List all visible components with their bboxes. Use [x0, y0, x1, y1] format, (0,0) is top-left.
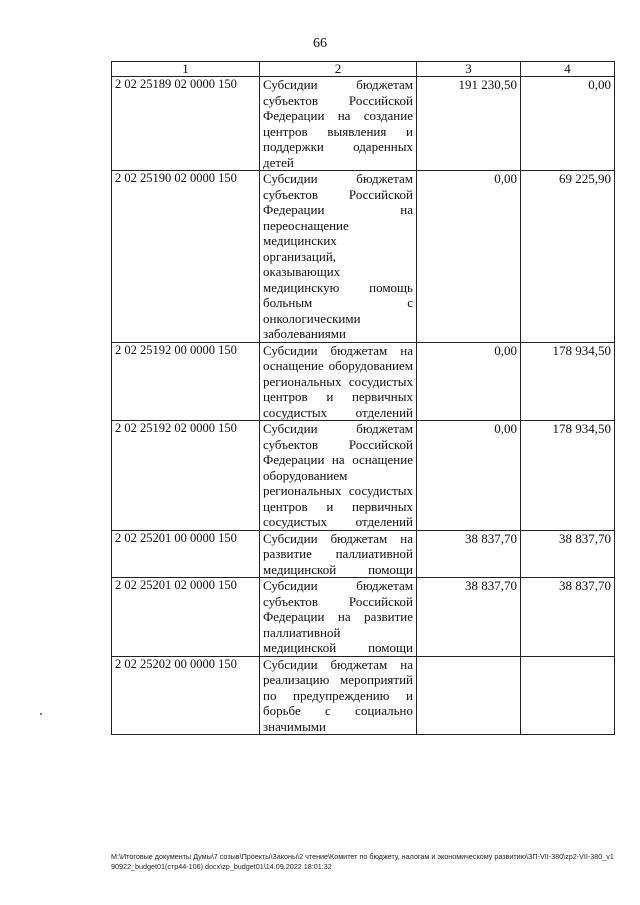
column-header: 4 — [521, 62, 615, 77]
revenue-name: Субсидии бюджетам субъектов Российской Федерации на оснащение оборудованием региональных сосудистых центров и первичных сосудистых отделений — [260, 421, 417, 531]
amount-col4: 0,00 — [521, 77, 615, 171]
amount-col4: 178 934,50 — [521, 421, 615, 531]
amount-col3: 0,00 — [417, 342, 521, 421]
budget-table — [111, 61, 615, 735]
revenue-name: Субсидии бюджетам на реализацию мероприятий по предупреждению и борьбе с социально значимыми — [260, 656, 417, 735]
amount-col3: 0,00 — [417, 171, 521, 343]
amount-col4: 38 837,70 — [521, 578, 615, 657]
amount-col3 — [417, 656, 521, 735]
classification-code: 2 02 25190 02 0000 150 — [112, 171, 260, 343]
table-row — [112, 530, 615, 578]
column-header: 3 — [417, 62, 521, 77]
scan-speck — [40, 713, 42, 715]
revenue-name: Субсидии бюджетам субъектов Российской Федерации на создание центров выявления и поддержки одаренных детей — [260, 77, 417, 171]
classification-code: 2 02 25202 00 0000 150 — [112, 656, 260, 735]
document-footer-path: M:\Итоговые документы Думы\7 созыв\Проекты\Законы\2 чтение\Комитет по бюджету, налогам и экономическому развитию\ЗП-VII-380\zp2-VII-380_v190922_budget01(стр44-106).docx\zp_budget01\14.09.2022 18:01:32 — [111, 852, 614, 871]
amount-col4: 38 837,70 — [521, 530, 615, 578]
table-header-row — [112, 62, 615, 77]
classification-code: 2 02 25189 02 0000 150 — [112, 77, 260, 171]
column-header: 2 — [260, 62, 417, 77]
table-row — [112, 421, 615, 531]
column-header: 1 — [112, 62, 260, 77]
classification-code: 2 02 25201 02 0000 150 — [112, 578, 260, 657]
amount-col3: 191 230,50 — [417, 77, 521, 171]
classification-code: 2 02 25192 00 0000 150 — [112, 342, 260, 421]
classification-code: 2 02 25201 00 0000 150 — [112, 530, 260, 578]
revenue-name: Субсидии бюджетам субъектов Российской Федерации на развитие паллиативной медицинской помощи — [260, 578, 417, 657]
amount-col3: 0,00 — [417, 421, 521, 531]
table-row — [112, 578, 615, 657]
amount-col4 — [521, 656, 615, 735]
table-row — [112, 656, 615, 735]
revenue-name: Субсидии бюджетам субъектов Российской Федерации на переоснащение медицинских организаций, оказывающих медицинскую помощь больным с онкологическими заболеваниями — [260, 171, 417, 343]
classification-code: 2 02 25192 02 0000 150 — [112, 421, 260, 531]
revenue-name: Субсидии бюджетам на оснащение оборудованием региональных сосудистых центров и первичных сосудистых отделений — [260, 342, 417, 421]
page-number: 66 — [313, 36, 327, 51]
amount-col3: 38 837,70 — [417, 530, 521, 578]
table-row — [112, 77, 615, 171]
table-row — [112, 171, 615, 343]
amount-col4: 69 225,90 — [521, 171, 615, 343]
revenue-name: Субсидии бюджетам на развитие паллиативной медицинской помощи — [260, 530, 417, 578]
amount-col3: 38 837,70 — [417, 578, 521, 657]
amount-col4: 178 934,50 — [521, 342, 615, 421]
table-row — [112, 342, 615, 421]
